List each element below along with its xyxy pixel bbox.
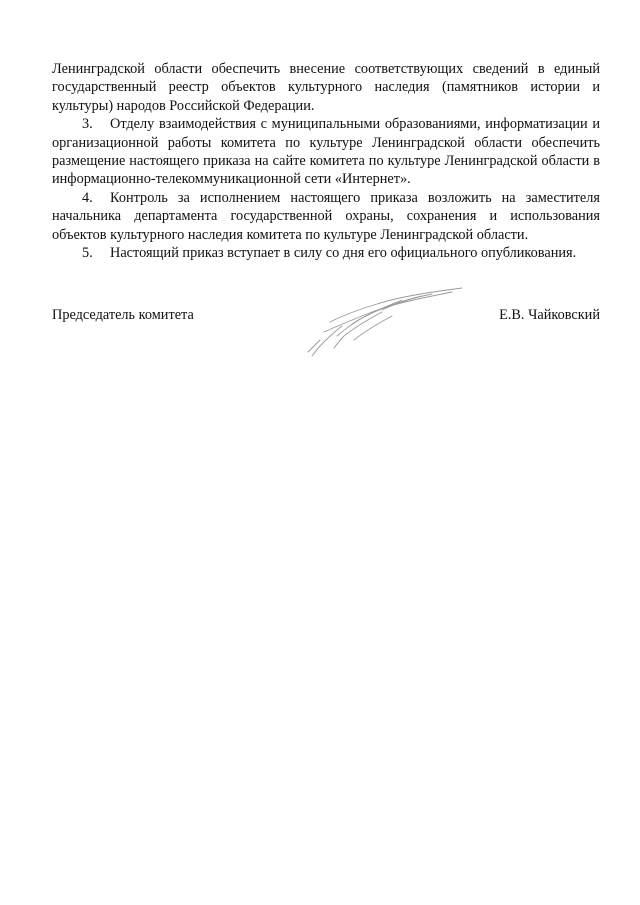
paragraph-number: 3. (82, 116, 93, 133)
paragraph-continuation (52, 60, 600, 115)
handwritten-signature (282, 282, 472, 362)
document-body (52, 60, 600, 262)
paragraph-text: Ленинградской области обеспечить внесение соответствующих сведений в единый государственный реестр объектов культурного наследия (памятников истории и культуры) народов Российской Федерации. (52, 61, 600, 114)
paragraph-4 (52, 189, 600, 244)
paragraph-number: 5. (82, 245, 93, 262)
paragraph-text: Отделу взаимодействия с муниципальными образованиями, информатизации и организационной работы комитета по культуре Ленинградской области обеспечить размещение настоящего приказа на сайте комитета по культуре Ленинградской области в информационно-телекоммуникационной сети «Интернет». (52, 116, 600, 188)
paragraph-number: 4. (82, 189, 93, 206)
signature-block (52, 306, 600, 386)
paragraph-text: Контроль за исполнением настоящего приказа возложить на заместителя начальника департамента государственной охраны, сохранения и использования объектов культурного наследия комитета по культуре Ленинградской области. (52, 189, 600, 243)
signatory-position: Председатель комитета (52, 307, 194, 323)
paragraph-3 (52, 115, 600, 189)
signatory-name: Е.В. Чайковский (499, 307, 600, 323)
paragraph-text: Настоящий приказ вступает в силу со дня его официального опубликования. (110, 245, 577, 262)
paragraph-5 (52, 244, 600, 262)
